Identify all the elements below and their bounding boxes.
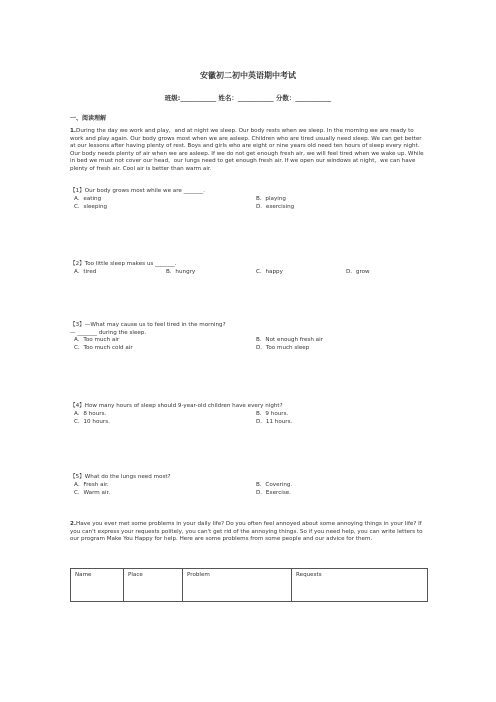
- question-3-options: [70, 337, 428, 353]
- option-c[interactable]: C．Warm air.: [74, 489, 111, 496]
- table-header-place: Place: [124, 569, 183, 602]
- option-d[interactable]: D．grow: [346, 268, 370, 275]
- passage-1-number: 1.: [70, 128, 77, 134]
- table-header-row: [71, 569, 428, 602]
- table-header-problem: Problem: [183, 569, 292, 602]
- option-a[interactable]: A．Fresh air.: [74, 481, 109, 488]
- option-a[interactable]: A．eating: [74, 195, 102, 202]
- option-b[interactable]: B．9 hours.: [256, 410, 289, 417]
- page-title: 安徽初二初中英语期中考试: [200, 71, 296, 80]
- question-2-stem: 【2】Too little sleep makes us _______.: [70, 261, 177, 267]
- option-d[interactable]: D．Too much sleep: [256, 345, 310, 352]
- student-info-line: 班级:___________ 姓名：___________ 分数：___________: [164, 94, 332, 102]
- option-b[interactable]: B．Covering.: [256, 481, 293, 488]
- question-4-stem: 【4】How many hours of sleep should 9-year-old children have every night?: [70, 403, 283, 409]
- option-d[interactable]: D．Exercise.: [256, 489, 291, 496]
- question-5-options: [70, 482, 428, 498]
- option-a[interactable]: A．tired: [74, 268, 97, 275]
- option-a[interactable]: A．Too much air: [74, 337, 120, 344]
- question-1-stem: 【1】Our body grows most while we are _______.: [70, 188, 205, 194]
- question-1-options: [70, 196, 428, 212]
- question-3-stem-line2: — _______ during the sleep.: [70, 329, 147, 336]
- question-2-options: [70, 269, 428, 285]
- table-header-requests: Requests: [292, 569, 428, 602]
- question-3-stem: 【3】—What may cause us to feel tired in the morning?: [70, 322, 226, 328]
- requests-table: [70, 568, 428, 602]
- option-b[interactable]: B．playing: [256, 195, 286, 202]
- section-heading-reading: 一、阅读理解: [70, 115, 107, 122]
- option-c[interactable]: C．happy: [256, 268, 283, 275]
- passage-2: [70, 521, 428, 544]
- question-5: [70, 474, 428, 498]
- passage-1-text: During the day we work and play，and at night we sleep. Our body rests when we sleep. In the morning we are ready to work and play again. Our body grows most when we are asleep. Children who are tired usually need sleep. We can get better at our lessons after having plenty of rest. Boys and girls who are eight or nine years old need ten hours of sleep every night. Our body needs plenty of air when we are asleep. If we do not get enough fresh air, we will feel tired when we wake up. While in bed we must not cover our head，our lungs need to get enough fresh air. If we open our windows at night，we can have plenty of fresh air. Cool air is better than warm air.: [70, 128, 424, 172]
- question-4: [70, 403, 428, 427]
- passage-2-number: 2.: [70, 521, 77, 527]
- option-b[interactable]: B．Not enough fresh air: [256, 337, 323, 344]
- question-2: [70, 261, 428, 285]
- question-1: [70, 188, 428, 212]
- question-4-options: [70, 411, 428, 427]
- question-5-stem: 【5】What do the lungs need most?: [70, 474, 171, 480]
- passage-1: [70, 128, 428, 174]
- option-c[interactable]: C．Too much cold air: [74, 345, 133, 352]
- question-3: [70, 322, 428, 353]
- table-header-name: Name: [71, 569, 124, 602]
- option-d[interactable]: D．11 hours.: [256, 418, 293, 425]
- passage-2-text: Have you ever met some problems in your daily life? Do you often feel annoyed about some annoying things in your life? If you can't express your requests politely, you can't get rid of the annoying things. So if you need help, you can write letters to our program Make You Happy for help. Here are some problems from some people and our advice for them.: [70, 521, 423, 543]
- option-c[interactable]: C．10 hours.: [74, 418, 110, 425]
- option-b[interactable]: B．hungry: [166, 268, 196, 275]
- option-d[interactable]: D．exercising: [256, 203, 295, 210]
- option-c[interactable]: C．sleeping: [74, 203, 108, 210]
- option-a[interactable]: A．8 hours.: [74, 410, 107, 417]
